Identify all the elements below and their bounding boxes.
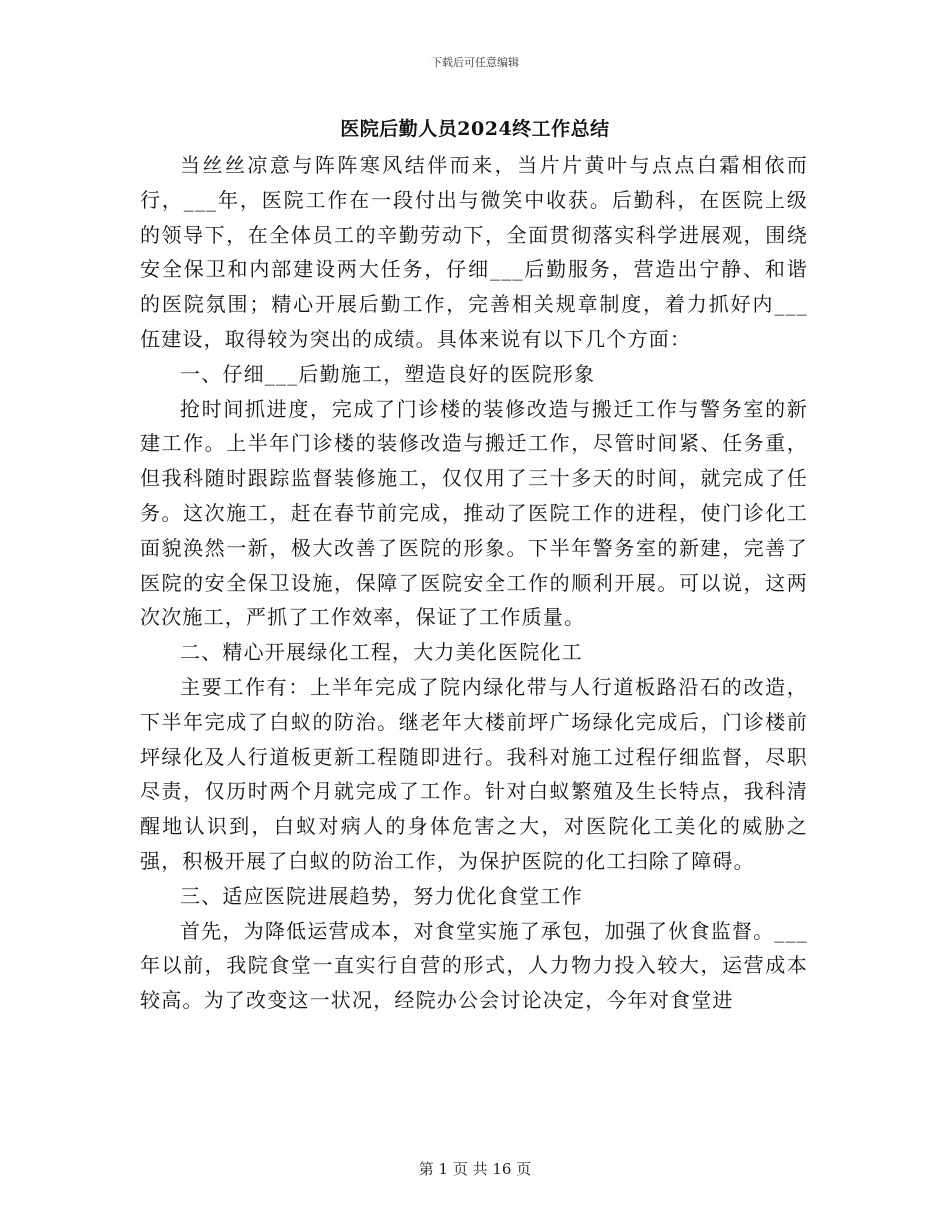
page-header-note: 下载后可任意编辑: [431, 56, 519, 69]
document-title: 医院后勤人员2024终工作总结: [340, 118, 610, 140]
section-3-paragraph: 首先，为降低运营成本，对食堂实施了承包，加强了伙食监督。___年以前，我院食堂一直实行自营的形式，人力物力投入较大，运营成本较高。为了改变这一状况，经院办公会讨论决定，今年对食堂进: [140, 918, 808, 1013]
section-heading-2: 二、精心开展绿化工程，大力美化医院化工: [180, 640, 583, 665]
page-footer-number: 第 1 页 共 16 页: [418, 1160, 532, 1178]
section-2-paragraph: 主要工作有：上半年完成了院内绿化带与人行道板路沿石的改造，下半年完成了白蚁的防治。继老年大楼前坪广场绿化完成后，门诊楼前坪绿化及人行道板更新工程随即进行。我科对施工过程仔细监督，尽职尽责，仅历时两个月就完成了工作。针对白蚁繁殖及生长特点，我科清醒地认识到，白蚁对病人的身体危害之大，对医院化工美化的威胁之强，积极开展了白蚁的防治工作，为保护医院的化工扫除了障碍。: [140, 674, 808, 873]
document-body: [140, 148, 808, 1018]
section-heading-1: 一、仔细___后勤施工，塑造良好的医院形象: [180, 361, 596, 386]
intro-paragraph: 当丝丝凉意与阵阵寒风结伴而来，当片片黄叶与点点白霜相依而行，___年，医院工作在一段付出与微笑中收获。后勤科，在医院上级的领导下，在全体员工的辛勤劳动下，全面贯彻落实科学进展观，围绕安全保卫和内部建设两大任务，仔细___后勤服务，营造出宁静、和谐的医院氛围；精心开展后勤工作，完善相关规章制度，着力抓好内___伍建设，取得较为突出的成绩。具体来说有以下几个方面：: [140, 153, 808, 351]
section-heading-3: 三、适应医院进展趋势，努力优化食堂工作: [180, 883, 583, 908]
section-1-paragraph: 抢时间抓进度，完成了门诊楼的装修改造与搬迁工作与警务室的新建工作。上半年门诊楼的装修改造与搬迁工作，尽管时间紧、任务重，但我科随时跟踪监督装修施工，仅仅用了三十多天的时间，就完成了任务。这次施工，赶在春节前完成，推动了医院工作的进程，使门诊化工面貌涣然一新，极大改善了医院的形象。下半年警务室的新建，完善了医院的安全保卫设施，保障了医院安全工作的顺利开展。可以说，这两次次施工，严抓了工作效率，保证了工作质量。: [140, 396, 808, 630]
